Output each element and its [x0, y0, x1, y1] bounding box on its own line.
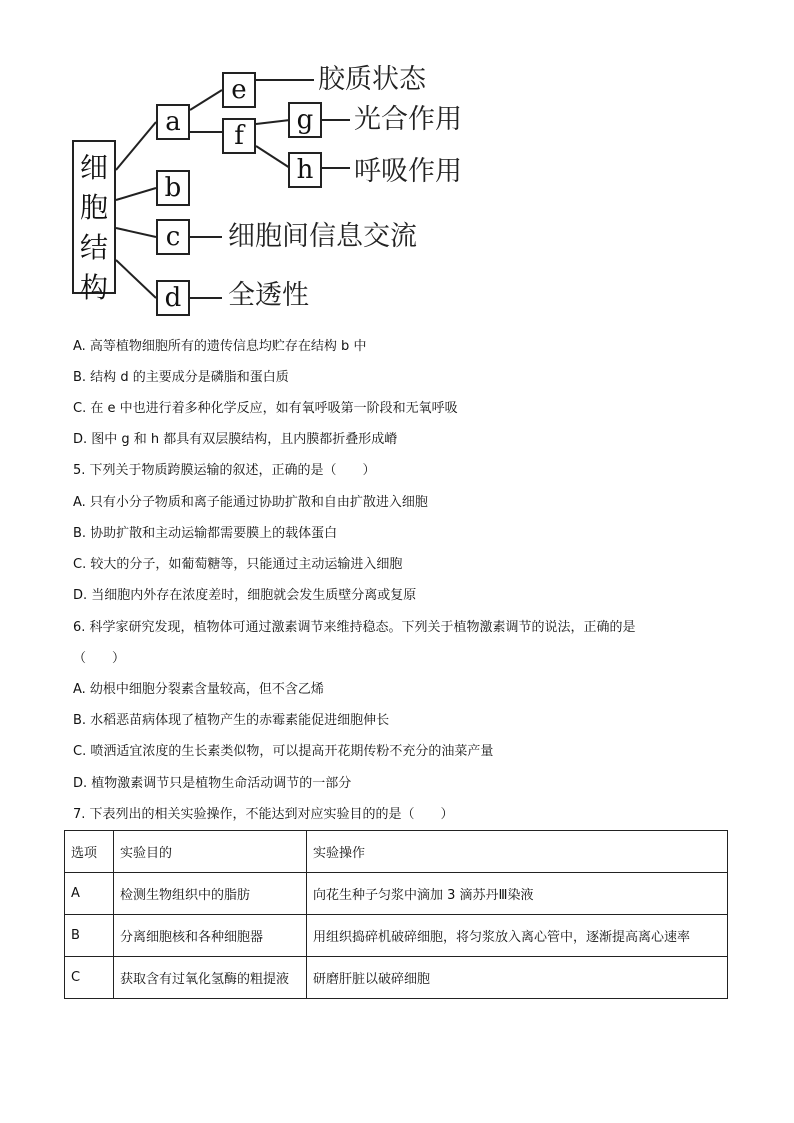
q5-stem: 5. 下列关于物质跨膜运输的叙述，正确的是（ ） [73, 463, 376, 478]
table-cell: 向花生种子匀浆中滴加 3 滴苏丹Ⅲ染液 [307, 873, 728, 915]
q4-option-d: D. 图中 g 和 h 都具有双层膜结构，且内膜都折叠形成嵴 [73, 432, 398, 447]
q4-option-b: B. 结构 d 的主要成分是磷脂和蛋白质 [73, 370, 289, 385]
q6-option-a: A. 幼根中细胞分裂素含量较高，但不含乙烯 [73, 682, 324, 697]
table-cell: 获取含有过氧化氢酶的粗提液 [114, 957, 307, 999]
node-e: e [222, 72, 256, 108]
table-header-row [65, 831, 728, 873]
q5-option-a: A. 只有小分子物质和离子能通过协助扩散和自由扩散进入细胞 [73, 495, 428, 510]
q5-option-b: B. 协助扩散和主动运输都需要膜上的载体蛋白 [73, 526, 338, 541]
label-g: 光合作用 [354, 104, 462, 135]
node-b: b [156, 170, 190, 206]
root-char: 细 [79, 151, 108, 184]
table-cell: 分离细胞核和各种细胞器 [114, 915, 307, 957]
cell-structure-root-box [72, 140, 116, 304]
q6-option-b: B. 水稻恶苗病体现了植物产生的赤霉素能促进细胞伸长 [73, 713, 390, 728]
table-cell: 研磨肝脏以破碎细胞 [307, 957, 728, 999]
table-cell: 检测生物组织中的脂肪 [114, 873, 307, 915]
node-a: a [156, 104, 190, 140]
node-c: c [156, 219, 190, 255]
table-row [65, 873, 728, 915]
root-char: 构 [79, 271, 108, 304]
table-header-cell: 选项 [65, 831, 114, 873]
q4-option-c: C. 在 e 中也进行着多种化学反应，如有氧呼吸第一阶段和无氧呼吸 [73, 401, 458, 416]
root-char: 胞 [79, 191, 108, 224]
table-cell: B [65, 915, 114, 957]
q6-stem-cont: （ ） [73, 651, 126, 666]
q5-option-c: C. 较大的分子，如葡萄糖等，只能通过主动运输进入细胞 [73, 557, 403, 572]
table-cell: C [65, 957, 114, 999]
node-g: g [288, 102, 322, 138]
table-row [65, 957, 728, 999]
table-header-cell: 实验目的 [114, 831, 307, 873]
node-f: f [222, 118, 256, 154]
q6-stem: 6. 科学家研究发现，植物体可通过激素调节来维持稳态。下列关于植物激素调节的说法，正确的是 [73, 620, 636, 635]
q5-option-d: D. 当细胞内外存在浓度差时，细胞就会发生质壁分离或复原 [73, 588, 417, 603]
table-row [65, 915, 728, 957]
root-char: 结 [79, 231, 108, 264]
q4-option-a: A. 高等植物细胞所有的遗传信息均贮存在结构 b 中 [73, 339, 367, 354]
node-d: d [156, 280, 190, 316]
q6-option-c: C. 喷洒适宜浓度的生长素类似物，可以提高开花期传粉不充分的油菜产量 [73, 744, 494, 759]
q7-stem: 7. 下表列出的相关实验操作，不能达到对应实验目的的是（ ） [73, 807, 454, 822]
label-e: 胶质状态 [318, 64, 426, 95]
cell-structure-diagram [60, 60, 520, 330]
node-h: h [288, 152, 322, 188]
table-cell: 用组织捣碎机破碎细胞，将匀浆放入离心管中，逐渐提高离心速率 [307, 915, 728, 957]
table-header-cell: 实验操作 [307, 831, 728, 873]
table-cell: A [65, 873, 114, 915]
q7-table [64, 830, 728, 999]
label-d: 全透性 [228, 280, 309, 311]
q6-option-d: D. 植物激素调节只是植物生命活动调节的一部分 [73, 776, 352, 791]
label-c: 细胞间信息交流 [228, 221, 417, 252]
label-h: 呼吸作用 [354, 156, 462, 187]
